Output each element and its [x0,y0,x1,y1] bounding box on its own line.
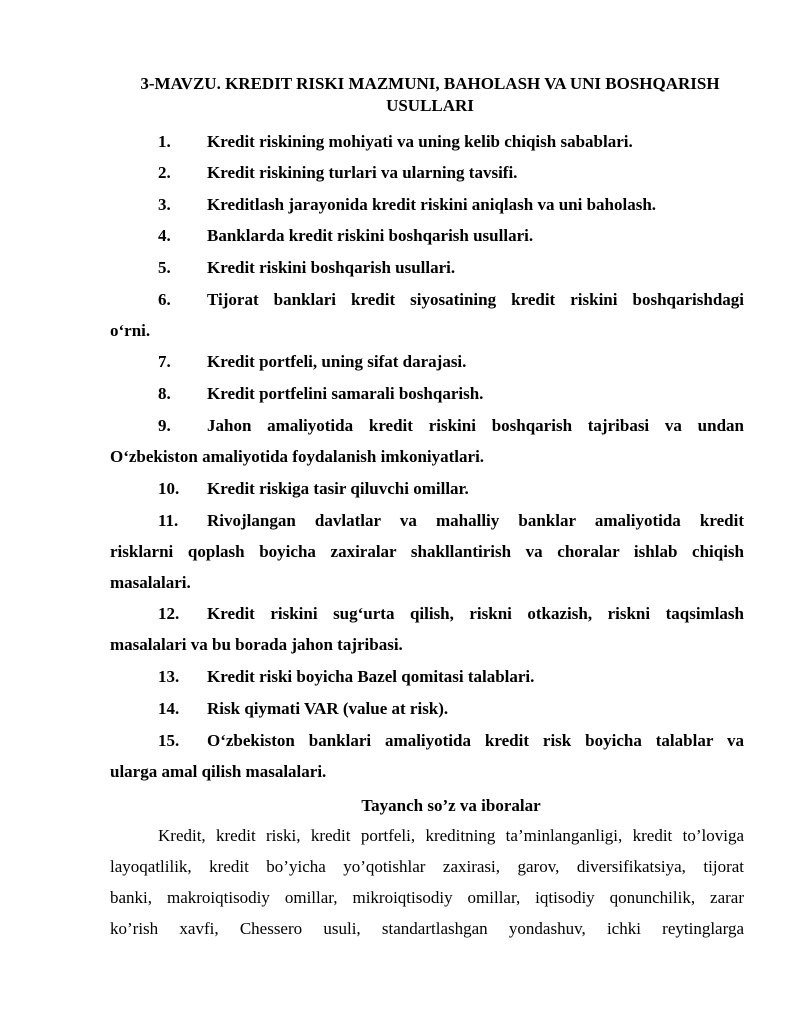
keywords-line: layoqatlilik, kredit bo’yicha yo’qotishlar zaxirasi, garov, diversifikatsiya, tijorat [110,857,744,876]
list-item [110,157,744,188]
list-item [110,189,744,220]
list-item [110,220,744,251]
item-text: Kredit riskining mohiyati va uning kelib chiqish sabablari. [207,132,633,151]
title-line-2: USULLARI [386,96,474,115]
item-number: 12. [158,604,180,623]
title-line-1: 3-MAVZU. KREDIT RISKI MAZMUNI, BAHOLASH VA UNI BOSHQARISH [140,74,720,93]
item-number: 1. [158,132,171,151]
keywords-heading: Tayanch so’z va iboralar [361,796,541,815]
item-number: 15. [158,731,180,750]
list-item [110,284,744,346]
item-text: Kredit riski boyicha Bazel qomitasi talablari. [207,667,535,686]
item-number: 5. [158,258,171,277]
list-item [110,346,744,377]
item-number: 13. [158,667,180,686]
item-text-line-2: O‘zbekiston amaliyotida foydalanish imkoniyatlari. [110,447,485,466]
item-text-line-1: Kredit riskini sug‘urta qilish, riskni otkazish, riskni taqsimlash [207,604,744,623]
item-number: 11. [158,511,179,530]
list-item [110,725,744,787]
document-title [110,73,750,117]
item-number: 10. [158,479,180,498]
list-item [110,378,744,409]
item-text: Kredit portfelini samarali boshqarish. [207,384,484,403]
item-text-line-2: masalalari va bu borada jahon tajribasi. [110,635,403,654]
list-item [110,473,744,504]
item-text: Kredit riskining turlari va ularning tavsifi. [207,163,518,182]
item-text-line-1: Tijorat banklari kredit siyosatining kredit riskini boshqarishdagi [207,290,744,309]
item-number: 14. [158,699,180,718]
list-item [110,252,744,283]
item-number: 4. [158,226,171,245]
list-item [110,693,744,724]
item-text: Kredit riskini boshqarish usullari. [207,258,456,277]
item-text-line-1: Rivojlangan davlatlar va mahalliy banklar amaliyotida kredit [207,511,744,530]
item-number: 2. [158,163,171,182]
item-text: Kreditlash jarayonida kredit riskini aniqlash va uni baholash. [207,195,657,214]
item-number: 9. [158,416,171,435]
keywords-paragraph [110,820,744,944]
item-number: 6. [158,290,171,309]
item-text-line-3: masalalari. [110,573,191,592]
keywords-line: Kredit, kredit riski, kredit portfeli, kreditning ta’minlanganligi, kredit to’loviga [158,826,744,845]
item-text: Risk qiymati VAR (value at risk). [207,699,449,718]
item-text-line-1: Jahon amaliyotida kredit riskini boshqarish tajribasi va undan [207,416,744,435]
item-text: Banklarda kredit riskini boshqarish usullari. [207,226,534,245]
item-text: Kredit portfeli, uning sifat darajasi. [207,352,467,371]
item-text-line-1: O‘zbekiston banklari amaliyotida kredit risk boyicha talablar va [207,731,744,750]
item-text: Kredit riskiga tasir qiluvchi omillar. [207,479,469,498]
list-item [110,505,744,598]
list-item [110,661,744,692]
item-number: 8. [158,384,171,403]
item-number: 7. [158,352,171,371]
keywords-line: ko’rish xavfi, Chessero usuli, standartlashgan yondashuv, ichki reytinglarga [110,919,744,938]
item-text-line-2: ularga amal qilish masalalari. [110,762,327,781]
item-text-line-2: o‘rni. [110,321,151,340]
item-number: 3. [158,195,171,214]
list-item [110,598,744,660]
list-item [110,126,744,157]
keywords-line: banki, makroiqtisodiy omillar, mikroiqtisodiy omillar, iqtisodiy qonunchilik, zarar [110,888,744,907]
item-text-line-2: risklarni qoplash boyicha zaxiralar shakllantirish va choralar ishlab chiqish [110,542,744,561]
list-item [110,410,744,472]
